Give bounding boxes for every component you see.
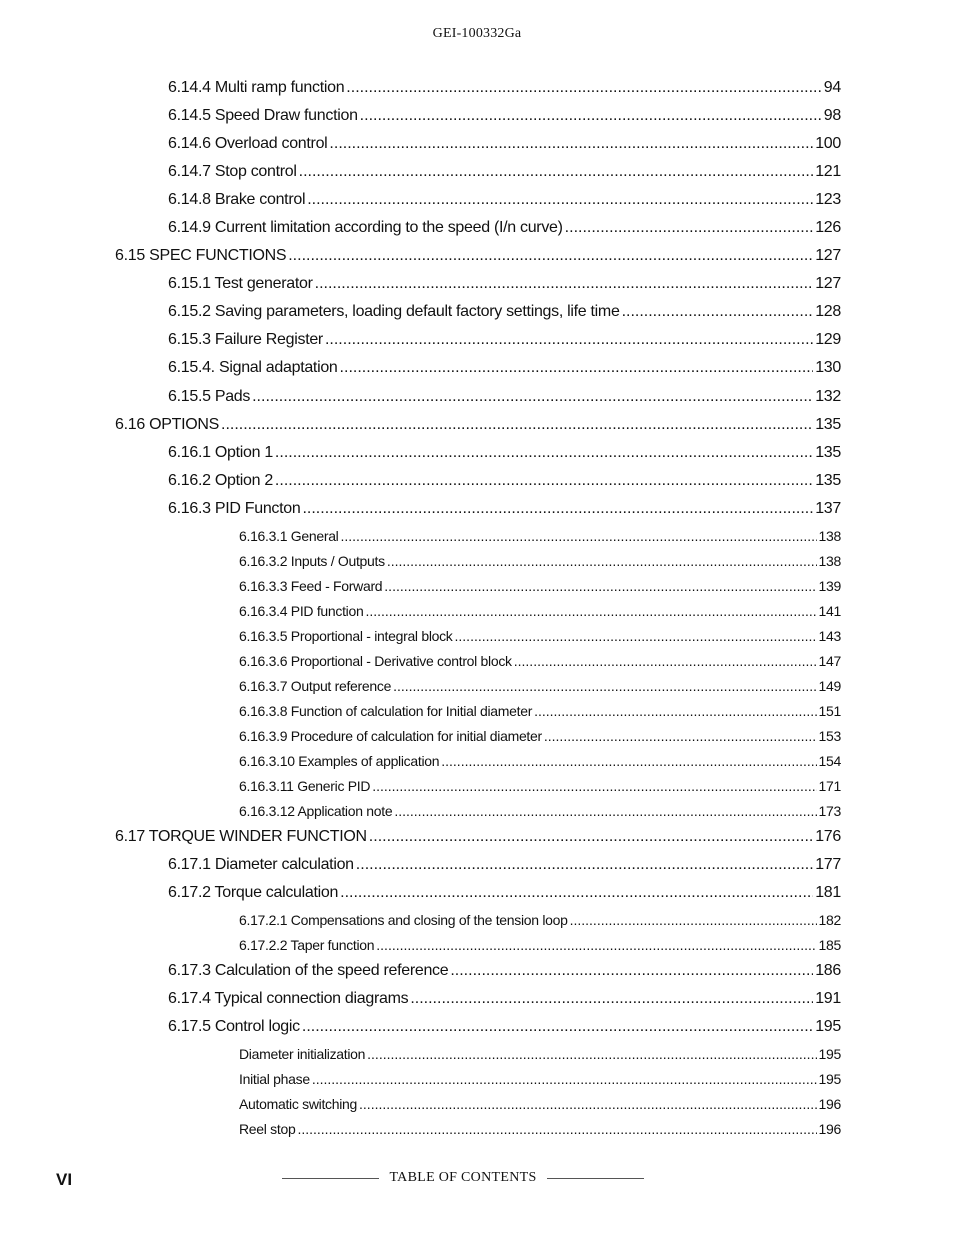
toc-entry[interactable] [239,1096,841,1112]
toc-entry[interactable] [168,107,841,125]
toc-entry-title: 6.16.3.1 General [239,528,339,544]
toc-entry-title: 6.16.3.4 PID function [239,603,364,619]
toc-entry[interactable] [168,388,841,406]
toc-leader-dots [394,803,816,819]
toc-entry-title: 6.14.9 Current limitation according to the speed (I/n curve) [168,219,563,236]
footer-page-number: VI [56,1170,73,1189]
toc-entry[interactable] [168,444,841,462]
toc-leader-dots [302,500,813,518]
toc-entry[interactable] [168,191,841,209]
toc-entry-title: 6.15 SPEC FUNCTIONS [115,247,287,264]
toc-entry-page: 147 [818,653,841,669]
toc-entry[interactable] [239,678,841,694]
toc-entry[interactable] [239,753,841,769]
toc-entry-page: 195 [818,1046,841,1062]
toc-entry[interactable] [239,553,841,569]
toc-entry-page: 196 [818,1121,841,1137]
toc-entry-page: 141 [818,603,841,619]
toc-entry-page: 182 [818,912,841,928]
toc-entry-title: 6.17.2.1 Compensations and closing of the tension loop [239,912,568,928]
toc-entry-title: 6.14.5 Speed Draw function [168,107,358,124]
toc-entry[interactable] [239,528,841,544]
toc-entry[interactable] [239,778,841,794]
toc-entry-title: 6.15.3 Failure Register [168,331,323,348]
toc-leader-dots [307,191,813,209]
toc-entry-title: 6.14.8 Brake control [168,191,306,208]
toc-entry-page: 186 [815,962,841,979]
toc-entry-page: 98 [823,107,841,124]
toc-entry-title: 6.16.3.11 Generic PID [239,778,371,794]
toc-entry[interactable] [168,856,841,874]
toc-leader-dots [365,603,816,619]
toc-entry-page: 176 [815,828,841,845]
toc-entry-page: 127 [815,275,841,292]
toc-entry-page: 173 [818,803,841,819]
toc-leader-dots [329,135,813,153]
toc-leader-dots [410,990,813,1008]
toc-entry-page: 127 [815,247,841,264]
toc-entry-title: 6.16.3.8 Function of calculation for Initial diameter [239,703,533,719]
toc-leader-dots [544,728,817,744]
toc-leader-dots [340,884,813,902]
toc-entry-page: 129 [815,331,841,348]
toc-entry[interactable] [168,303,841,321]
toc-leader-dots [275,444,813,462]
toc-leader-dots [369,828,813,846]
toc-leader-dots [288,247,813,265]
toc-entry[interactable] [239,937,841,953]
toc-entry-title: 6.16.3.9 Procedure of calculation for initial diameter [239,728,542,744]
toc-entry-page: 149 [818,678,841,694]
toc-entry-page: 135 [815,416,841,433]
toc-leader-dots [372,778,816,794]
toc-leader-dots [387,553,817,569]
toc-leader-dots [340,359,814,377]
toc-entry-page: 139 [818,578,841,594]
toc-leader-dots [441,753,816,769]
toc-entry-page: 154 [818,753,841,769]
toc-entry-title: 6.17.4 Typical connection diagrams [168,990,409,1007]
toc-entry[interactable] [239,1046,841,1062]
toc-entry-title: Reel stop [239,1121,296,1137]
toc-entry[interactable] [239,653,841,669]
toc-entry-title: 6.15.2 Saving parameters, loading default factory settings, life time [168,303,620,320]
toc-entry-page: 130 [815,359,841,376]
toc-leader-dots [534,703,816,719]
toc-entry-title: 6.16.3.6 Proportional - Derivative control block [239,653,512,669]
toc-leader-dots [367,1046,816,1062]
toc-entry-title: 6.16.3.10 Examples of application [239,753,440,769]
toc-entry[interactable] [168,500,841,518]
toc-entry-title: 6.17.5 Control logic [168,1018,300,1035]
document-id-header: GEI-100332Ga [432,26,522,41]
toc-entry[interactable] [115,247,841,265]
toc-entry-page: 196 [818,1096,841,1112]
toc-entry-page: 191 [815,990,841,1007]
toc-entry-title: 6.15.1 Test generator [168,275,313,292]
toc-entry-title: 6.15.4. Signal adaptation [168,359,338,376]
toc-entry[interactable] [239,578,841,594]
toc-entry-title: Initial phase [239,1071,310,1087]
toc-entry[interactable] [168,135,841,153]
toc-leader-dots [622,303,814,321]
toc-leader-dots [221,416,813,434]
toc-leader-dots [312,1071,817,1087]
toc-entry-title: 6.16.3.5 Proportional - integral block [239,628,453,644]
toc-entry[interactable] [168,1018,841,1036]
toc-entry-title: 6.17.1 Diameter calculation [168,856,354,873]
toc-entry-title: 6.14.6 Overload control [168,135,328,152]
toc-entry[interactable] [168,163,841,181]
toc-leader-dots [450,962,813,980]
toc-entry-page: 177 [815,856,841,873]
toc-entry[interactable] [168,359,841,377]
toc-leader-dots [570,912,817,928]
toc-leader-dots [376,937,816,953]
toc-entry-title: 6.16.3.7 Output reference [239,678,392,694]
toc-entry-page: 126 [815,219,841,236]
toc-entry-page: 195 [815,1018,841,1035]
footer-rule-left [282,1178,379,1179]
toc-leader-dots [514,653,817,669]
toc-entry-title: 6.16.3.2 Inputs / Outputs [239,553,385,569]
toc-entry-page: 185 [818,937,841,953]
footer-section-label: TABLE OF CONTENTS [389,1170,537,1185]
toc-entry-page: 151 [818,703,841,719]
toc-entry-title: 6.16.3 PID Functon [168,500,301,517]
toc-entry-title: 6.16.3.3 Feed - Forward [239,578,383,594]
toc-entry-title: Diameter initialization [239,1046,366,1062]
toc-entry[interactable] [168,884,841,902]
toc-leader-dots [356,856,813,874]
toc-entry-page: 143 [818,628,841,644]
toc-entry-title: 6.17.2 Torque calculation [168,884,339,901]
toc-entry-page: 135 [815,444,841,461]
toc-entry-page: 135 [815,472,841,489]
toc-entry[interactable] [168,990,841,1008]
toc-entry-title: 6.15.5 Pads [168,388,251,405]
toc-entry-title: 6.16 OPTIONS [115,416,219,433]
toc-entry[interactable] [239,803,841,819]
toc-entry[interactable] [239,728,841,744]
toc-entry[interactable] [239,603,841,619]
toc-leader-dots [302,1018,813,1036]
footer-section [282,1170,644,1186]
toc-leader-dots [384,578,816,594]
toc-entry[interactable] [168,331,841,349]
toc-leader-dots [341,528,817,544]
toc-entry[interactable] [239,703,841,719]
toc-entry-page: 121 [815,163,841,180]
toc-entry-page: 138 [818,528,841,544]
toc-entry-page: 128 [815,303,841,320]
toc-entry[interactable] [239,628,841,644]
toc-leader-dots [275,472,813,490]
toc-entry[interactable] [168,472,841,490]
toc-entry-title: 6.16.1 Option 1 [168,444,273,461]
toc-entry-title: 6.17.3 Calculation of the speed reference [168,962,449,979]
toc-entry-page: 123 [815,191,841,208]
toc-entry[interactable] [168,275,841,293]
toc-entry[interactable] [239,1121,841,1137]
toc-leader-dots [359,1096,817,1112]
toc-entry-page: 195 [818,1071,841,1087]
toc-leader-dots [393,678,816,694]
toc-entry[interactable] [115,828,841,846]
toc-entry[interactable] [115,416,841,434]
toc-entry-title: 6.17.2.2 Taper function [239,937,375,953]
toc-entry-page: 171 [818,778,841,794]
toc-entry-page: 138 [818,553,841,569]
toc-leader-dots [299,163,814,181]
toc-entry-page: 181 [815,884,841,901]
toc-entry-title: 6.16.2 Option 2 [168,472,273,489]
toc-entry-title: 6.16.3.12 Application note [239,803,393,819]
toc-entry-page: 137 [815,500,841,517]
toc-leader-dots [565,219,814,237]
toc-leader-dots [346,79,822,97]
toc-leader-dots [252,388,813,406]
toc-entry-page: 94 [823,79,841,96]
toc-leader-dots [325,331,813,349]
toc-leader-dots [360,107,822,125]
toc-leader-dots [455,628,817,644]
toc-entry-page: 153 [818,728,841,744]
toc-entry[interactable] [239,912,841,928]
toc-entry[interactable] [168,962,841,980]
toc-entry-title: Automatic switching [239,1096,358,1112]
toc-entry[interactable] [168,219,841,237]
toc-entry-title: 6.17 TORQUE WINDER FUNCTION [115,828,367,845]
toc-entry[interactable] [168,79,841,97]
toc-leader-dots [297,1121,816,1137]
toc-entry[interactable] [239,1071,841,1087]
toc-entry-page: 100 [815,135,841,152]
toc-entry-title: 6.14.4 Multi ramp function [168,79,345,96]
footer-rule-right [547,1178,644,1179]
toc-leader-dots [315,275,814,293]
toc-entry-title: 6.14.7 Stop control [168,163,297,180]
toc-entry-page: 132 [815,388,841,405]
